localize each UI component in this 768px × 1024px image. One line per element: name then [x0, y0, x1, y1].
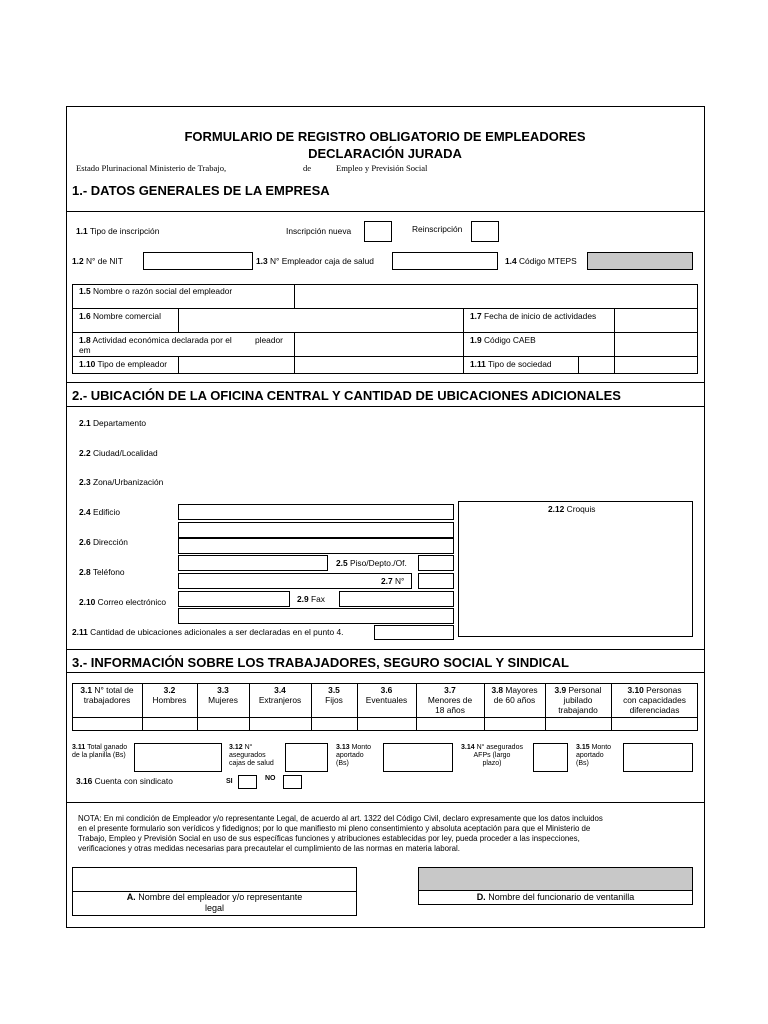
ubicaciones-adicionales-input[interactable] [374, 625, 454, 640]
fax-input[interactable] [339, 591, 454, 607]
inscripcion-nueva-label: Inscripción nueva [286, 226, 352, 236]
field-3-16-label: 3.16 Cuenta con sindicato [76, 776, 173, 786]
field-2-4-label: 2.4 Edificio [79, 507, 120, 517]
authority-text-c: Empleo y Previsión Social [336, 163, 428, 173]
workers-table-input-cell[interactable] [546, 718, 611, 731]
workers-table-header: 3.8 Mayores de 60 años [491, 685, 538, 705]
razon-social-input[interactable] [295, 285, 697, 307]
authority-text-a: Estado Plurinacional Ministerio de Trabajo, [76, 163, 227, 173]
signature-official-box[interactable] [418, 867, 693, 891]
section-2-top-divider [66, 382, 705, 383]
no-label: NO [265, 775, 276, 782]
actividad-economica-input[interactable] [295, 333, 462, 355]
signature-employer-label: A. Nombre del empleador y/o representante legal [126, 892, 303, 913]
workers-table-input-cell[interactable] [417, 718, 484, 731]
section-2-title: 2.- UBICACIÓN DE LA OFICINA CENTRAL Y CANTIDAD DE UBICACIONES ADICIONALES [72, 388, 621, 403]
fax-input-left[interactable] [178, 591, 290, 607]
monto-aportado-cajas-input[interactable] [383, 743, 453, 772]
workers-table-input-cell[interactable] [612, 718, 698, 731]
codigo-caeb-input[interactable] [615, 333, 697, 355]
field-2-2-label: 2.2 Ciudad/Localidad [79, 448, 158, 458]
nota-divider [66, 802, 705, 803]
field-1-5-label: 1.5 Nombre o razón social del empleador [79, 286, 233, 296]
workers-table-input-cell[interactable] [73, 718, 142, 731]
section-3-title: 3.- INFORMACIÓN SOBRE LOS TRABAJADORES, SEGURO SOCIAL Y SINDICAL [72, 655, 569, 670]
field-1-1-label: 1.1 Tipo de inscripción [76, 226, 160, 236]
workers-table-header: 3.6 Eventuales [365, 685, 408, 705]
reinscripcion-label: Reinscripción [412, 224, 463, 234]
numero-input[interactable] [418, 573, 454, 589]
workers-table-input-cell[interactable] [358, 718, 416, 731]
field-1-8-label-cont: pleador [255, 335, 283, 345]
nota-line-4: verificaciones y otras medidas necesarias para precautelar el cumplimiento de las normas en materia laboral. [78, 844, 461, 853]
field-2-10-label: 2.10 Correo electrónico [79, 597, 167, 607]
field-3-15-label: 3.15 Monto aportado (Bs) [576, 744, 612, 767]
section-1-divider [66, 211, 705, 212]
nit-input[interactable] [143, 252, 253, 270]
field-2-8-label: 2.8 Teléfono [79, 567, 125, 577]
form-subtitle: DECLARACIÓN JURADA [308, 146, 462, 161]
workers-table-input-cell[interactable] [198, 718, 249, 731]
monto-aportado-afps-input[interactable] [623, 743, 693, 772]
field-1-10-label: 1.10 Tipo de empleador [79, 359, 168, 369]
signature-official-label: D. Nombre del funcionario de ventanilla [476, 892, 635, 902]
asegurados-afps-input[interactable] [533, 743, 568, 772]
field-2-3-label: 2.3 Zona/Urbanización [79, 477, 164, 487]
workers-table-header: 3.10 Personas con capacidades diferenciadas [623, 685, 686, 715]
tipo-sociedad-input[interactable] [579, 357, 613, 373]
field-1-8-label-cont2: em [79, 345, 91, 355]
field-2-12-label: 2.12 Croquis [548, 504, 596, 514]
form-title: FORMULARIO DE REGISTRO OBLIGATORIO DE EMPLEADORES [184, 129, 586, 144]
workers-table-header: 3.2 Hombres [152, 685, 187, 705]
telefono-input[interactable] [178, 555, 328, 571]
nombre-comercial-input[interactable] [179, 309, 462, 331]
workers-table-input-cell[interactable] [143, 718, 197, 731]
workers-table-input-cell[interactable] [485, 718, 545, 731]
field-3-13-label: 3.13 Monto aportado (Bs) [336, 744, 372, 767]
field-2-1-label: 2.1 Departamento [79, 418, 147, 428]
fecha-inicio-input[interactable] [615, 309, 697, 331]
nota-line-2: en el presente formulario son verídicos y fidedignos; por lo que manifiesto mi pleno consentimiento y absoluta aceptación para que el Ministerio de [78, 824, 591, 833]
inscripcion-nueva-checkbox[interactable] [364, 221, 392, 242]
reinscripcion-checkbox[interactable] [471, 221, 499, 242]
section-3-top-divider [66, 649, 705, 650]
field-2-7-label: 2.7 N° [381, 576, 405, 586]
nota-line-3: Trabajo, Empleo y Previsión Social en uso de sus específicas funciones y atribuciones establecidas por ley, pueda proceder a las inspecciones, [78, 834, 580, 843]
field-2-11-label: 2.11 Cantidad de ubicaciones adicionales a ser declaradas en el punto 4. [72, 627, 344, 637]
si-label: SI [226, 778, 233, 785]
edificio-input-2[interactable] [178, 522, 454, 538]
workers-table-header: 3.7 Menores de 18 años [427, 685, 473, 715]
asegurados-cajas-input[interactable] [285, 743, 328, 772]
field-2-5-label: 2.5 Piso/Depto./Of. [336, 558, 407, 568]
field-2-6-label: 2.6 Dirección [79, 537, 128, 547]
field-1-9-label: 1.9 Código CAEB [470, 335, 536, 345]
field-2-9-label: 2.9 Fax [297, 594, 325, 604]
field-3-11-label: 3.11 Total ganado de la planilla (Bs) [72, 744, 128, 759]
field-3-14-label: 3.14 N° asegurados AFPs (largo plazo) [461, 744, 523, 767]
nota-line-1: NOTA: En mi condición de Empleador y/o representante Legal, de acuerdo al art. 1322 del Código Civil, declaro expresamente que los datos incluidos [78, 814, 603, 823]
field-1-4-label: 1.4 Código MTEPS [505, 256, 577, 266]
field-1-7-label: 1.7 Fecha de inicio de actividades [470, 311, 597, 321]
workers-table-header: 3.9 Personal jubilado trabajando [554, 685, 602, 715]
codigo-mteps-input[interactable] [587, 252, 693, 270]
croquis-box[interactable] [458, 501, 693, 637]
field-1-2-label: 1.2 N° de NIT [72, 256, 123, 266]
workers-table-header: 3.5 Fijos [325, 685, 343, 705]
section-3-divider [66, 672, 705, 673]
sindicato-no-checkbox[interactable] [283, 775, 302, 789]
field-1-6-label: 1.6 Nombre comercial [79, 311, 161, 321]
total-ganado-input[interactable] [134, 743, 222, 772]
workers-table-header: 3.3 Mujeres [208, 685, 238, 705]
field-1-8-label: 1.8 Actividad económica declarada por el [79, 335, 232, 345]
grid-col-line [463, 308, 464, 374]
authority-text-b: de [303, 163, 312, 173]
edificio-input[interactable] [178, 504, 454, 520]
piso-depto-input[interactable] [418, 555, 454, 571]
correo-input[interactable] [178, 608, 454, 624]
section-1-title: 1.- DATOS GENERALES DE LA EMPRESA [72, 183, 330, 198]
field-1-3-label: 1.3 N° Empleador caja de salud [256, 256, 374, 266]
field-3-12-label: 3.12 N° asegurados cajas de salud [229, 744, 274, 767]
telefono-input-2[interactable] [178, 573, 412, 589]
workers-table-header: 3.4 Extranjeros [258, 685, 302, 705]
workers-table-header: 3.1 N° total de trabajadores [80, 685, 134, 705]
caja-salud-input[interactable] [392, 252, 498, 270]
tipo-empleador-input[interactable] [179, 357, 293, 373]
field-1-11-label: 1.11 Tipo de sociedad [470, 359, 552, 369]
section-2-divider [66, 406, 705, 407]
direccion-input[interactable] [178, 538, 454, 554]
workers-table-input-cell[interactable] [250, 718, 311, 731]
workers-table-input-cell[interactable] [312, 718, 357, 731]
sindicato-si-checkbox[interactable] [238, 775, 257, 789]
